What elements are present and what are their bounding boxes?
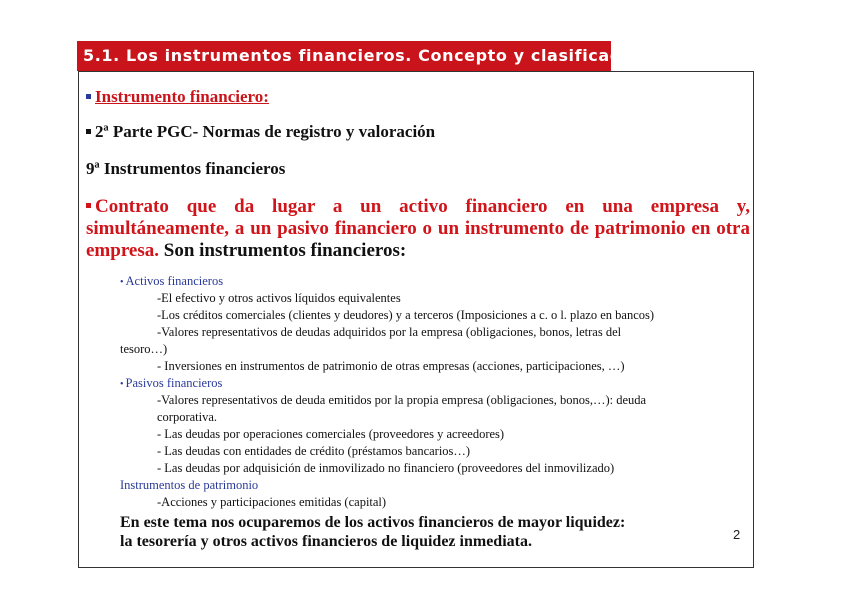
square-bullet-icon [86,203,91,208]
category-pasivos-label: Pasivos financieros [125,376,223,390]
dot-bullet-icon: • [120,277,124,288]
list-item: - Las deudas con entidades de crédito (préstamos bancarios…) [157,444,471,458]
list-item: -Valores representativos de deudas adquiridos por la empresa (obligaciones, bonos, letras del [157,325,622,339]
heading-nueve: 9ª Instrumentos financieros [86,159,286,178]
closing-line-1: En este tema nos ocuparemos de los activos financieros de mayor liquidez: [120,514,626,531]
page-number: 2 [733,527,741,542]
square-bullet-icon [86,94,91,99]
definition-paragraph [86,196,750,262]
list-item: - Inversiones en instrumentos de patrimonio de otras empresas (acciones, participaciones, …) [157,359,625,373]
category-activos [120,273,223,291]
list-item: corporativa. [157,410,218,424]
list-item: -Acciones y participaciones emitidas (capital) [157,495,387,509]
list-item: -El efectivo y otros activos líquidos equivalentes [157,291,401,305]
list-item: -Los créditos comerciales (clientes y deudores) y a terceros (Imposiciones a c. o l. plazo en bancos) [157,308,655,322]
list-item: tesoro…) [120,342,168,356]
heading-parte-label: 2ª Parte PGC- Normas de registro y valoración [95,122,436,141]
heading-instrumento [86,87,269,107]
list-item: - Las deudas por operaciones comerciales (proveedores y acreedores) [157,427,505,441]
square-bullet-icon [86,129,91,134]
list-item: - Las deudas por adquisición de inmovilizado no financiero (proveedores del inmovilizado) [157,461,615,475]
category-patrimonio: Instrumentos de patrimonio [120,478,259,492]
list-item: -Valores representativos de deuda emitidos por la propia empresa (obligaciones, bonos,…): deuda [157,393,647,407]
closing-text [120,513,625,551]
closing-line-2: la tesorería y otros activos financieros de liquidez inmediata. [120,533,532,550]
definition-red-text: Contrato que da lugar a un activo financiero en una empresa y, simultáneamente, a un pasivo financiero o un instrumento de patrimonio en otra empresa. [86,196,750,261]
slide-title: 5.1. Los instrumentos financieros. Concepto y clasificación [77,41,611,71]
heading-instrumento-label: Instrumento financiero: [95,87,269,106]
category-pasivos [120,375,222,393]
category-activos-label: Activos financieros [125,274,224,288]
definition-dark-text: Son instrumentos financieros: [159,240,407,261]
dot-bullet-icon: • [120,379,124,390]
heading-parte [86,122,435,142]
